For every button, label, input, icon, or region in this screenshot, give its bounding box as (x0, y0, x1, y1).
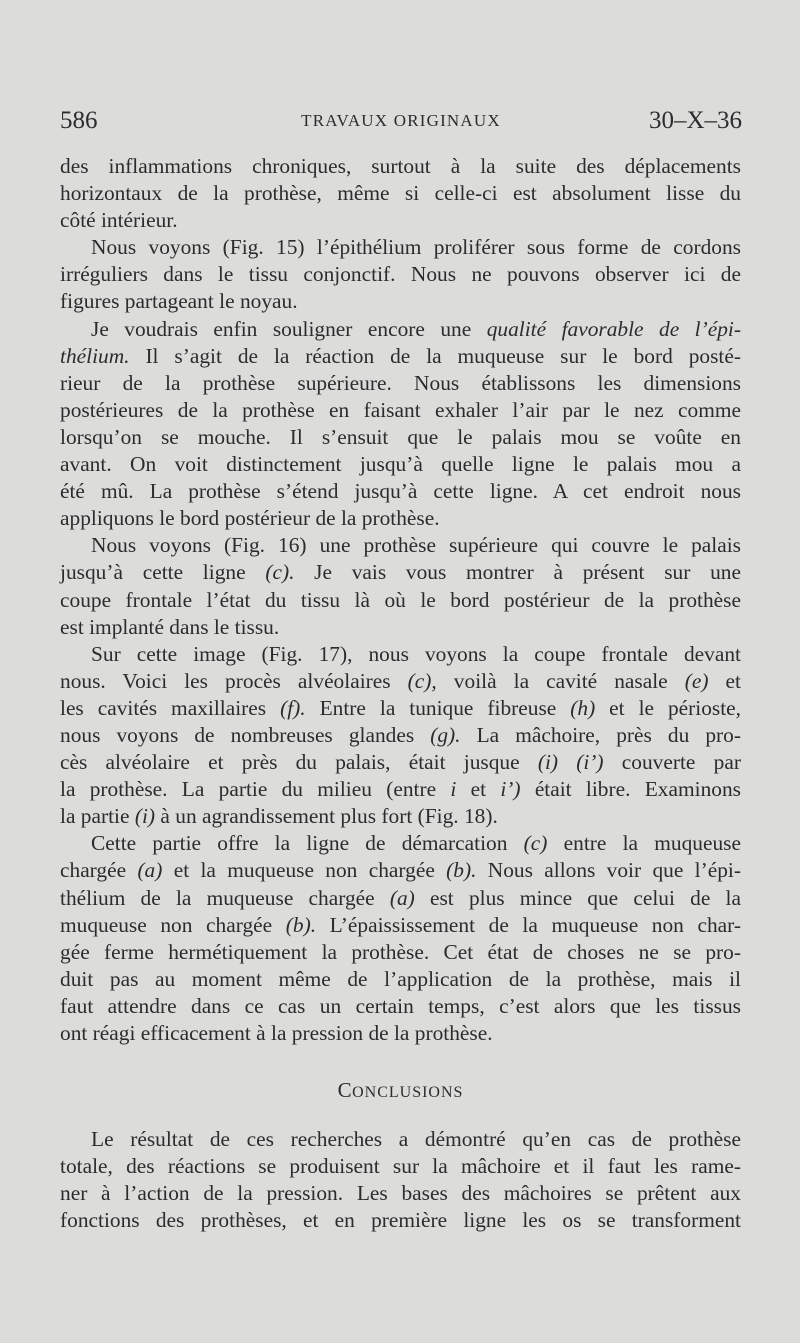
text-run: thélium de la muqueuse chargée (60, 885, 375, 910)
text-line: faut attendre dans ce cas un certain temps, c’est alors que les tissus (60, 993, 741, 1018)
text-line: duit pas au moment même de l’application de la prothèse, mais il (60, 966, 741, 991)
text-line: totale, des réactions se produisent sur la mâchoire et il faut les rame- (60, 1154, 741, 1179)
figure-label: (i) (134, 804, 156, 829)
text-line (60, 316, 741, 343)
figure-label: i (450, 777, 457, 802)
text-line: postérieures de la prothèse en faisant exhaler l’air par le nez comme (60, 397, 741, 422)
figure-label: (c) (523, 831, 548, 856)
text-run: chargée (60, 858, 127, 883)
text-line (60, 749, 741, 776)
text-line (60, 912, 741, 939)
text-line (60, 830, 741, 857)
heading-rest: ONCLUSIONS (352, 1084, 464, 1102)
running-header (60, 104, 742, 138)
text-line: ont réagi efficacement à la pression de la prothèse. (60, 1021, 493, 1045)
figure-label: (c). (265, 560, 295, 585)
text-line: Nous voyons (Fig. 15) l’épithélium proliférer sous forme de cordons (91, 235, 741, 260)
text-run: entre la muqueuse (563, 831, 741, 856)
figure-label: (a) (137, 858, 163, 883)
text-run: et (470, 777, 487, 802)
text-line: ner à l’action de la pression. Les bases des mâchoires se prêtent aux (60, 1181, 741, 1206)
text-run: Cette partie offre la ligne de démarcation (91, 831, 508, 856)
text-run: La mâchoire, près du pro- (476, 722, 741, 747)
text-line: lorsqu’on se mouche. Il s’ensuit que le palais mou se voûte en (60, 424, 741, 449)
text-line (60, 776, 741, 803)
text-line: est implanté dans le tissu. (60, 614, 280, 639)
text-line: gée ferme hermétiquement la prothèse. Cet état de choses ne se pro- (60, 939, 741, 964)
page-number: 586 (60, 107, 98, 134)
text-run: à un agrandissement plus fort (Fig. 18). (160, 804, 498, 829)
text-run: Je voudrais enfin souligner encore une (91, 316, 472, 341)
text-line (60, 559, 741, 586)
text-line: Nous voyons (Fig. 16) une prothèse supérieure qui couvre le palais (91, 533, 741, 558)
text-run: Je vais vous montrer à présent sur une (314, 560, 741, 585)
text-line: appliquons le bord postérieur de la prothèse. (60, 506, 440, 531)
text-run: était libre. Examinons (534, 777, 741, 802)
text-run: et (725, 668, 741, 693)
text-line: côté intérieur. (60, 208, 178, 233)
text-run: L’épaississement de la muqueuse non char- (329, 912, 741, 937)
text-line (60, 857, 741, 884)
text-line: des inflammations chroniques, surtout à la suite des déplacements (60, 154, 741, 178)
figure-label: (e) (684, 668, 709, 693)
text-line: avant. On voit distinctement jusqu’à quelle ligne le palais mou a (60, 452, 741, 477)
running-title: TRAVAUX ORIGINAUX (301, 111, 501, 130)
issue-date: 30–X–36 (648, 107, 742, 134)
text-run: muqueuse non chargée (60, 912, 273, 937)
text-line: figures partageant le noyau. (60, 289, 298, 314)
body-text (60, 153, 741, 1234)
text-line: horizontaux de la prothèse, même si celle-ci est absolument lisse du (60, 181, 741, 206)
figure-label: (g). (430, 722, 461, 747)
section-heading (60, 1077, 741, 1106)
text-line: irréguliers dans le tissu conjonctif. Nous ne pouvons observer ici de (60, 262, 741, 287)
italic-phrase: qualité favorable de l’épi- (486, 316, 741, 341)
text-line: Le résultat de ces recherches a démontré qu’en cas de prothèse (91, 1127, 741, 1152)
text-run: nous voyons de nombreuses glandes (60, 722, 415, 747)
text-run: cès alvéolaire et près du palais, était jusque (60, 750, 520, 775)
text-run: couverte par (621, 750, 741, 775)
text-run: les cavités maxillaires (60, 695, 267, 720)
text-run: la partie (60, 804, 130, 829)
figure-label: (c), (407, 668, 437, 693)
text-run: jusqu’à cette ligne (60, 560, 246, 585)
text-run: nous. Voici les procès alvéolaires (60, 668, 391, 693)
figure-label: (a) (389, 885, 415, 910)
heading-initial: C (337, 1078, 353, 1103)
text-line: coupe frontale l’état du tissu là où le bord postérieur de la prothèse (60, 587, 741, 612)
text-run: Nous allons voir que l’épi- (487, 858, 741, 883)
text-line: fonctions des prothèses, et en première ligne les os se transforment (60, 1208, 741, 1233)
text-run: Il s’agit de la réaction de la muqueuse sur le bord posté- (145, 343, 741, 368)
text-line (60, 803, 741, 830)
figure-label: (b). (285, 912, 317, 937)
text-line (60, 668, 741, 695)
italic-phrase: thélium. (60, 343, 130, 368)
text-line: été mû. La prothèse s’étend jusqu’à cette ligne. A cet endroit nous (60, 479, 741, 504)
text-run: et le périoste, (609, 695, 742, 720)
text-run: voilà la cavité nasale (453, 668, 668, 693)
text-run: est plus mince que celui de la (429, 885, 741, 910)
text-line (60, 343, 741, 370)
text-line: rieur de la prothèse supérieure. Nous établissons les dimensions (60, 370, 741, 395)
text-run: et la muqueuse non chargée (173, 858, 435, 883)
text-run: la prothèse. La partie du milieu (entre (60, 777, 437, 802)
text-line: Sur cette image (Fig. 17), nous voyons la coupe frontale devant (91, 641, 741, 666)
figure-label: (f). (280, 695, 306, 720)
text-line (60, 885, 741, 912)
figure-label: (h) (570, 695, 596, 720)
text-line (60, 722, 741, 749)
text-line (60, 695, 741, 722)
figure-label: (b). (446, 858, 477, 883)
text-run: Entre la tunique fibreuse (319, 695, 557, 720)
figure-label: i’) (500, 777, 521, 802)
figure-label: (i) (i’) (537, 750, 604, 775)
